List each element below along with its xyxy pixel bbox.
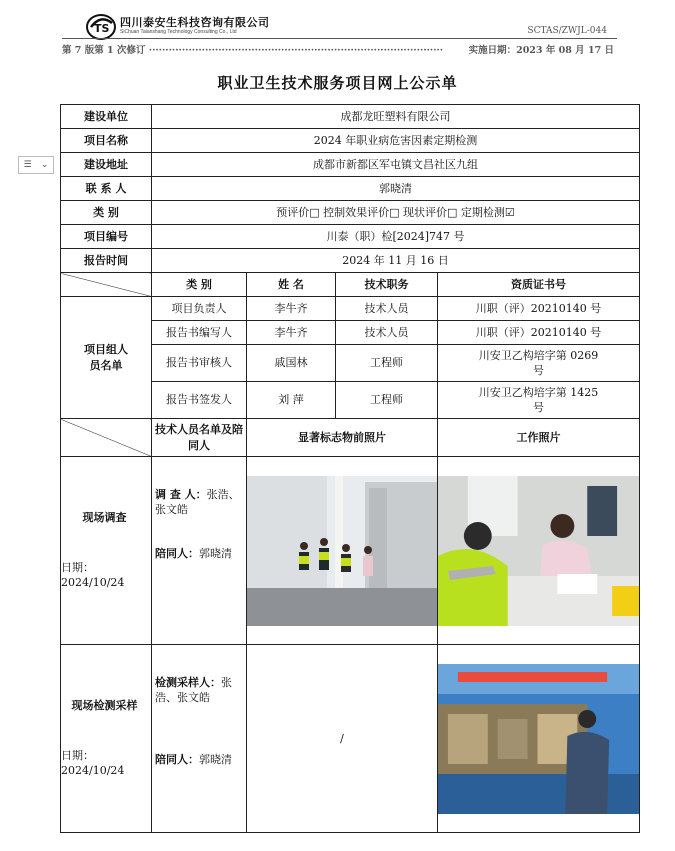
staff-title: 技术人员 [336, 321, 438, 345]
staff-group-label: 项目组人员名单 [61, 297, 152, 419]
unit-label: 建设单位 [61, 105, 152, 129]
survey-work-photo [438, 476, 639, 626]
project-value: 2024 年职业病危害因素定期检测 [152, 129, 640, 153]
survey-stage: 现场调查 [82, 511, 127, 525]
staff-title: 工程师 [336, 345, 438, 382]
staff-name: 刘 萍 [247, 382, 336, 419]
photo-header-row [61, 419, 640, 457]
address-label: 建设地址 [61, 153, 152, 177]
survey-date: 2024/10/24 [61, 576, 125, 590]
contact-label: 联 系 人 [61, 177, 152, 201]
staff-cert: 川职（评）20210140 号 [438, 321, 640, 345]
staff-role: 报告书审核人 [152, 345, 247, 382]
disclosure-table [60, 104, 640, 833]
row-address [61, 153, 640, 177]
sampling-work-photo [438, 664, 639, 814]
sampling-staff-label: 检测采样人： [155, 676, 221, 689]
unit-value: 成都龙旺塑料有限公司 [152, 105, 640, 129]
header-divider [62, 38, 617, 39]
sampling-stage: 现场检测采样 [71, 699, 138, 713]
table-row [61, 297, 640, 321]
staff-cert: 川安卫乙构培字第 0269 号 [438, 345, 640, 382]
survey-escort: 郭晓清 [199, 546, 232, 560]
staff-name: 戚国林 [247, 345, 336, 382]
revision-line [62, 42, 622, 56]
outline-icon: ☰ [23, 160, 32, 170]
row-unit [61, 105, 640, 129]
survey-stage-cell [61, 457, 152, 645]
staff-header-role: 类 别 [152, 273, 247, 297]
survey-work-photo-cell [438, 457, 640, 645]
staff-role: 报告书编写人 [152, 321, 247, 345]
report-value: 2024 年 11 月 16 日 [152, 249, 640, 273]
col-sign-header: 显著标志物前照片 [247, 419, 438, 457]
survey-escort-label: 陪同人： [155, 546, 199, 560]
survey-sign-photo-cell [247, 457, 438, 645]
survey-staff-cell [152, 457, 247, 645]
staff-name: 李牛齐 [247, 321, 336, 345]
sampling-date: 2024/10/24 [61, 764, 125, 778]
company-name: 四川泰安生科技咨询有限公司 [120, 16, 270, 29]
code-value: 川泰（职）检[2024]747 号 [152, 225, 640, 249]
staff-role: 报告书签发人 [152, 382, 247, 419]
survey-date-label: 日期： [61, 560, 94, 574]
row-project [61, 129, 640, 153]
diagonal-cell [61, 273, 152, 297]
address-value: 成都市新都区军屯镇文昌社区九组 [152, 153, 640, 177]
sampling-row [61, 645, 640, 833]
staff-cert: 川安卫乙构培字第 1425 号 [438, 382, 640, 419]
page-title: 职业卫生技术服务项目网上公示单 [217, 74, 458, 92]
svg-text:TS: TS [94, 22, 110, 35]
revision-text: 第 7 版第 1 次修订 [62, 45, 146, 56]
sampling-escort-label: 陪同人： [155, 752, 199, 766]
effective-date: 实施日期：2023 年 08 月 17 日 [467, 42, 614, 56]
staff-header-row [61, 273, 640, 297]
col-staff-header: 技术人员名单及陪同人 [152, 419, 247, 457]
sampling-date-label: 日期： [61, 748, 94, 762]
survey-staff-label: 调 查 人： [155, 488, 207, 501]
type-label: 类 别 [61, 201, 152, 225]
staff-title: 工程师 [336, 382, 438, 419]
contact-value: 郭晓清 [152, 177, 640, 201]
project-label: 项目名称 [61, 129, 152, 153]
sampling-escort: 郭晓清 [199, 752, 232, 766]
survey-row [61, 457, 640, 645]
row-contact [61, 177, 640, 201]
survey-staff: 张浩、张文皓 [155, 488, 240, 517]
row-report-time [61, 249, 640, 273]
staff-header-title: 技术职务 [336, 273, 438, 297]
staff-role: 项目负责人 [152, 297, 247, 321]
sampling-staff: 张浩、张文皓 [155, 676, 232, 705]
survey-sign-photo [247, 476, 437, 626]
diagonal-cell [61, 419, 152, 457]
company-name-en: SiChuan Taianshang Technology Consulting Co., Ltd [120, 29, 237, 35]
staff-name: 李牛齐 [247, 297, 336, 321]
report-label: 报告时间 [61, 249, 152, 273]
code-label: 项目编号 [61, 225, 152, 249]
revision-dots: ························································································· [145, 45, 444, 56]
staff-header-name: 姓 名 [247, 273, 336, 297]
row-code [61, 225, 640, 249]
sampling-sign-placeholder: / [247, 645, 438, 833]
chevron-down-icon: ⌄ [40, 160, 49, 170]
sampling-staff-cell [152, 645, 247, 833]
sampling-stage-cell [61, 645, 152, 833]
row-type [61, 201, 640, 225]
document-code: SCTAS/ZWJL-044 [527, 26, 607, 36]
sampling-work-photo-cell [438, 645, 640, 833]
type-value: 预评价□ 控制效果评价□ 现状评价□ 定期检测☑ [152, 201, 640, 225]
document-outline-toggle[interactable] [18, 156, 54, 174]
col-work-header: 工作照片 [438, 419, 640, 457]
staff-header-cert: 资质证书号 [438, 273, 640, 297]
staff-title: 技术人员 [336, 297, 438, 321]
staff-cert: 川职（评）20210140 号 [438, 297, 640, 321]
